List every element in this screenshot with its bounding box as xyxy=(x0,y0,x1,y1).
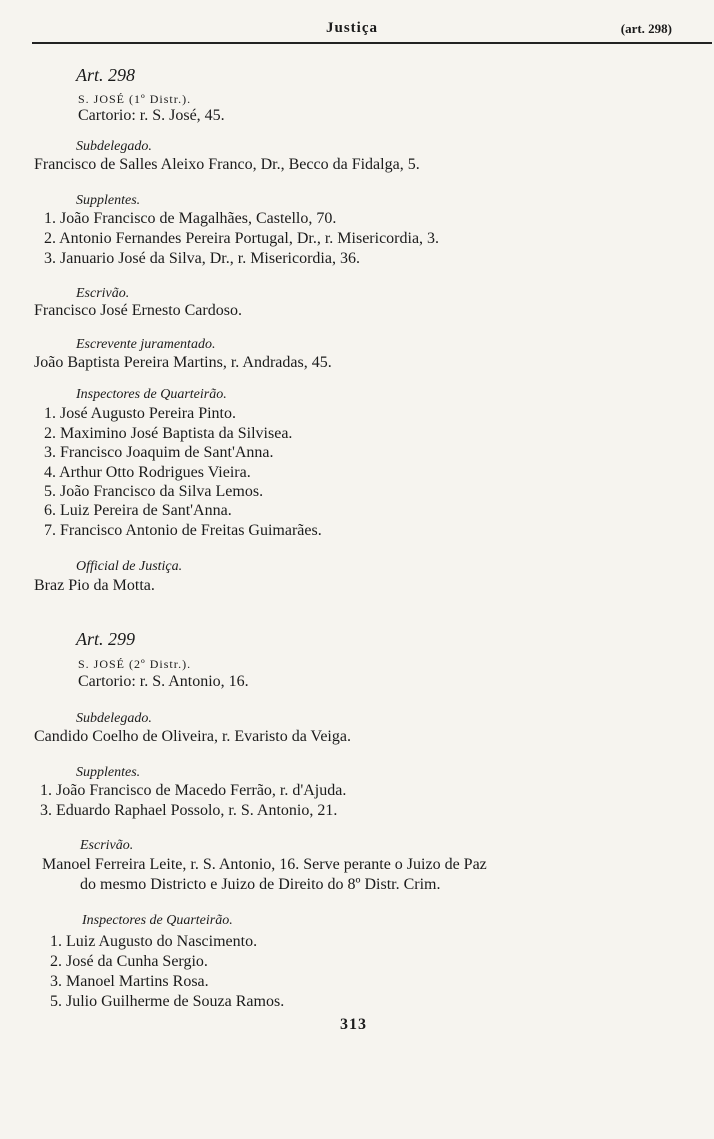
subdelegado-label-298: Subdelegado. xyxy=(76,139,152,154)
inspectores-label-299: Inspectores de Quarteirão. xyxy=(82,913,233,928)
inspector-299-5: 5. Julio Guilherme de Souza Ramos. xyxy=(50,993,285,1010)
inspectores-label-298: Inspectores de Quarteirão. xyxy=(76,387,227,402)
inspector-298-4: 4. Arthur Otto Rodrigues Vieira. xyxy=(44,464,251,481)
subdelegado-label-299: Subdelegado. xyxy=(76,711,152,726)
inspector-298-3: 3. Francisco Joaquim de Sant'Anna. xyxy=(44,444,274,461)
inspector-299-1: 1. Luiz Augusto do Nascimento. xyxy=(50,933,258,950)
supplentes-label-298: Supplentes. xyxy=(76,193,141,208)
inspector-299-2: 2. José da Cunha Sergio. xyxy=(50,953,208,970)
official-label-298: Official de Justiça. xyxy=(76,559,183,574)
supplente-299-1: 1. João Francisco de Macedo Ferrão, r. d'Ajuda. xyxy=(40,782,347,799)
escrivao-label-299: Escrivão. xyxy=(80,838,134,853)
article-298-cartorio: Cartorio: r. S. José, 45. xyxy=(78,107,225,124)
article-298-title: Art. 298 xyxy=(76,65,136,85)
supplente-298-1: 1. João Francisco de Magalhães, Castello, 70. xyxy=(44,210,337,227)
escrivao-299-line2: do mesmo Districto e Juizo de Direito do 8º Distr. Crim. xyxy=(80,876,441,893)
inspector-298-7: 7. Francisco Antonio de Freitas Guimarães. xyxy=(44,522,322,539)
subdelegado-299: Candido Coelho de Oliveira, r. Evaristo da Veiga. xyxy=(34,728,351,745)
official-298: Braz Pio da Motta. xyxy=(34,577,155,594)
escrevente-label-298: Escrevente juramentado. xyxy=(76,337,216,352)
article-298-district: S. JOSÉ (1º Distr.). xyxy=(78,92,192,106)
subdelegado-298: Francisco de Salles Aleixo Franco, Dr., Becco da Fidalga, 5. xyxy=(34,156,420,173)
article-299-cartorio: Cartorio: r. S. Antonio, 16. xyxy=(78,673,249,690)
escrevente-298: João Baptista Pereira Martins, r. Andradas, 45. xyxy=(34,354,332,371)
inspector-298-5: 5. João Francisco da Silva Lemos. xyxy=(44,483,264,500)
supplente-299-3: 3. Eduardo Raphael Possolo, r. S. Antonio, 21. xyxy=(40,802,338,819)
inspector-298-1: 1. José Augusto Pereira Pinto. xyxy=(44,405,236,422)
header-rule xyxy=(32,42,712,44)
header-title: Justiça xyxy=(326,20,378,36)
running-header xyxy=(32,20,672,40)
inspector-298-2: 2. Maximino José Baptista da Silvisea. xyxy=(44,425,293,442)
inspector-298-6: 6. Luiz Pereira de Sant'Anna. xyxy=(44,502,232,519)
article-299-district: S. JOSÉ (2º Distr.). xyxy=(78,657,192,671)
escrivao-label-298: Escrivão. xyxy=(76,286,130,301)
article-299-title: Art. 299 xyxy=(76,629,136,649)
header-article-ref: (art. 298) xyxy=(620,21,672,36)
inspector-299-3: 3. Manoel Martins Rosa. xyxy=(50,973,209,990)
supplente-298-2: 2. Antonio Fernandes Pereira Portugal, Dr., r. Misericordia, 3. xyxy=(44,230,440,247)
supplentes-label-299: Supplentes. xyxy=(76,765,141,780)
supplente-298-3: 3. Januario José da Silva, Dr., r. Misericordia, 36. xyxy=(44,250,360,267)
escrivao-299-line1: Manoel Ferreira Leite, r. S. Antonio, 16. Serve perante o Juizo de Paz xyxy=(42,856,487,873)
escrivao-298: Francisco José Ernesto Cardoso. xyxy=(34,302,242,319)
page-number: 313 xyxy=(340,1016,367,1033)
